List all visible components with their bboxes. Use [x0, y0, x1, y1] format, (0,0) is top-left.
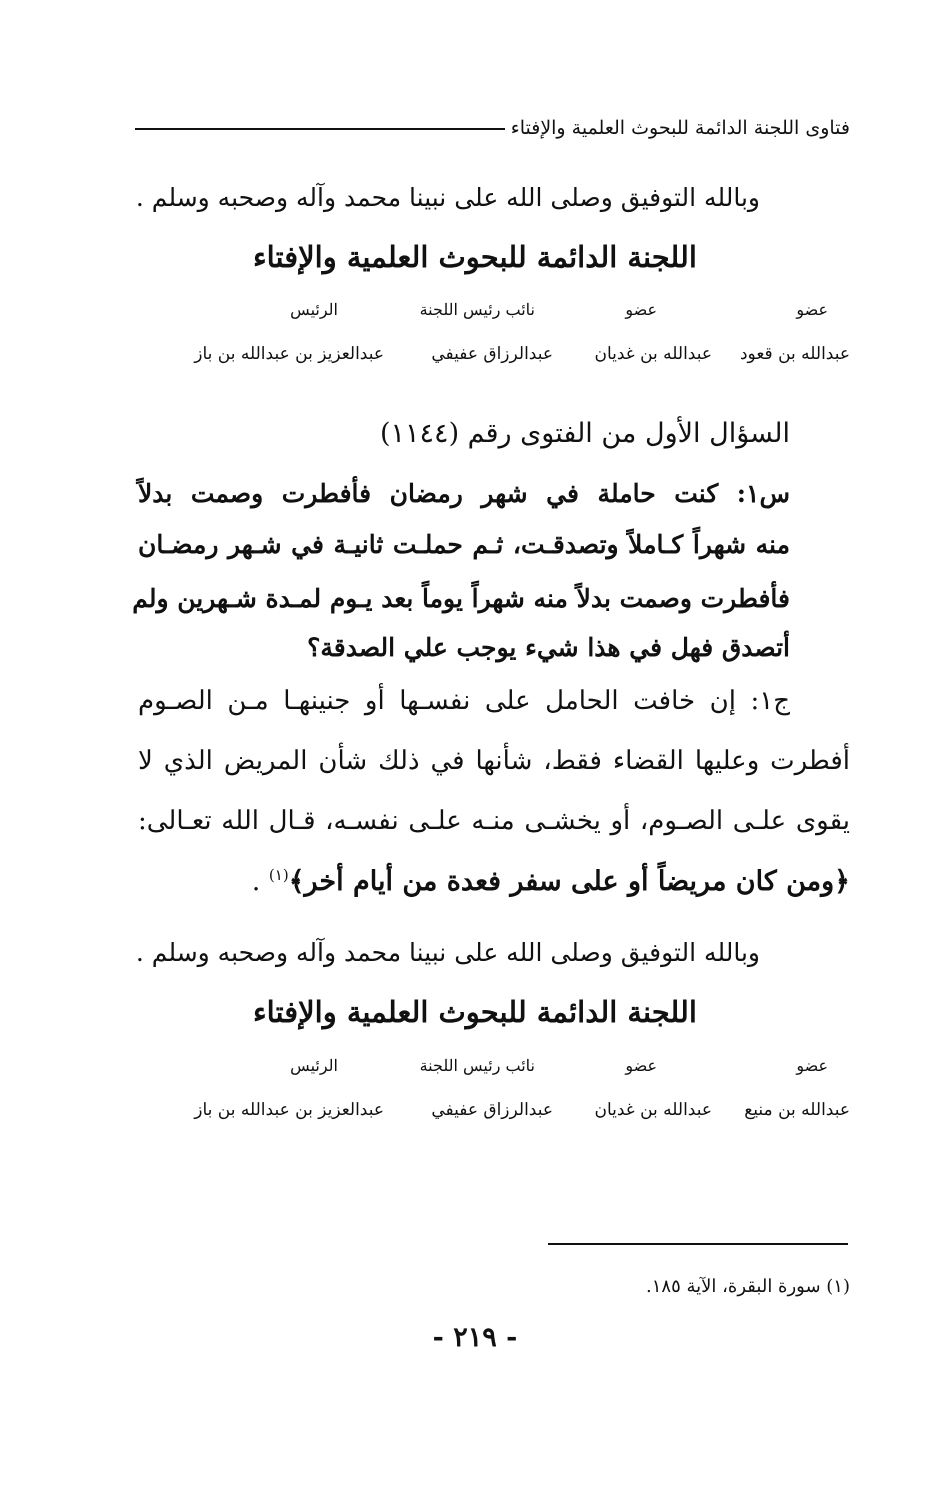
quran-verse-line [252, 866, 850, 897]
signature-names-2 [160, 1100, 850, 1130]
signature-role: عضو [796, 1056, 828, 1075]
signature-name: عبدالله بن غديان [594, 1100, 712, 1120]
quran-verse: ﴿ومن كان مريضاً أو على سفر فعدة من أيام أخر﴾ [288, 866, 850, 897]
signature-role: عضو [796, 300, 828, 319]
signature-role: الرئيس [290, 1056, 338, 1075]
signature-name: عبدالله بن منيع [744, 1100, 850, 1120]
signature-name: عبدالرزاق عفيفي [431, 1100, 553, 1120]
question-line: فأفطرت وصمت بدلاً منه شهراً يوماً بعد يـوم لمـدة شـهرين ولم [132, 584, 790, 613]
signature-role: عضو [625, 300, 657, 319]
running-header-title: فتاوى اللجنة الدائمة للبحوث العلمية والإفتاء [510, 117, 850, 139]
fatwa-heading: السؤال الأول من الفتوى رقم (١١٤٤) [380, 418, 790, 449]
signature-role: عضو [625, 1056, 657, 1075]
page-number: - ٢١٩ - [432, 1322, 518, 1353]
footnote-rule [548, 1243, 848, 1245]
closing-formula-1: وبالله التوفيق وصلى الله على نبينا محمد وآله وصحبه وسلم . [135, 183, 760, 212]
committee-title-2: اللجنة الدائمة للبحوث العلمية والإفتاء [253, 995, 697, 1029]
answer-line: ج١: إن خافت الحامل على نفسـها أو جنينهـا مـن الصـوم [138, 686, 790, 716]
signature-name: عبدالعزيز بن عبدالله بن باز [194, 1100, 384, 1120]
answer-line: أفطرت وعليها القضاء فقط، شأنها في ذلك شأن المريض الذي لا [138, 746, 850, 776]
signature-name: عبدالله بن قعود [739, 344, 850, 364]
committee-title-1: اللجنة الدائمة للبحوث العلمية والإفتاء [253, 240, 697, 274]
signature-roles-1 [160, 300, 850, 330]
question-line: منه شهراً كـاملاً وتصدقـت، ثـم حملـت ثانيـة في شـهر رمضـان [138, 530, 790, 559]
signature-name: عبدالرزاق عفيفي [431, 344, 553, 364]
footnote-text: (١) سورة البقرة، الآية ١٨٥. [646, 1276, 850, 1297]
verse-end: . [251, 866, 269, 897]
footnote-reference: (١) [268, 866, 289, 884]
signature-role: الرئيس [290, 300, 338, 319]
signature-name: عبدالله بن غديان [594, 344, 712, 364]
signature-names-1 [160, 344, 850, 374]
signature-name: عبدالعزيز بن عبدالله بن باز [194, 344, 384, 364]
question-line: س١: كنت حاملة في شهر رمضان فأفطرت وصمت بدلاً [138, 479, 790, 508]
signature-roles-2 [160, 1056, 850, 1086]
running-header [135, 108, 850, 148]
signature-role: نائب رئيس اللجنة [419, 1056, 535, 1075]
running-header-rule [135, 128, 505, 130]
answer-line: يقوى علـى الصـوم، أو يخشـى منـه علـى نفسـه، قـال الله تعـالى: [138, 806, 850, 836]
closing-formula-2: وبالله التوفيق وصلى الله على نبينا محمد وآله وصحبه وسلم . [135, 938, 760, 967]
question-line: أتصدق فهل في هذا شيء يوجب علي الصدقة؟ [307, 633, 790, 662]
signature-role: نائب رئيس اللجنة [419, 300, 535, 319]
